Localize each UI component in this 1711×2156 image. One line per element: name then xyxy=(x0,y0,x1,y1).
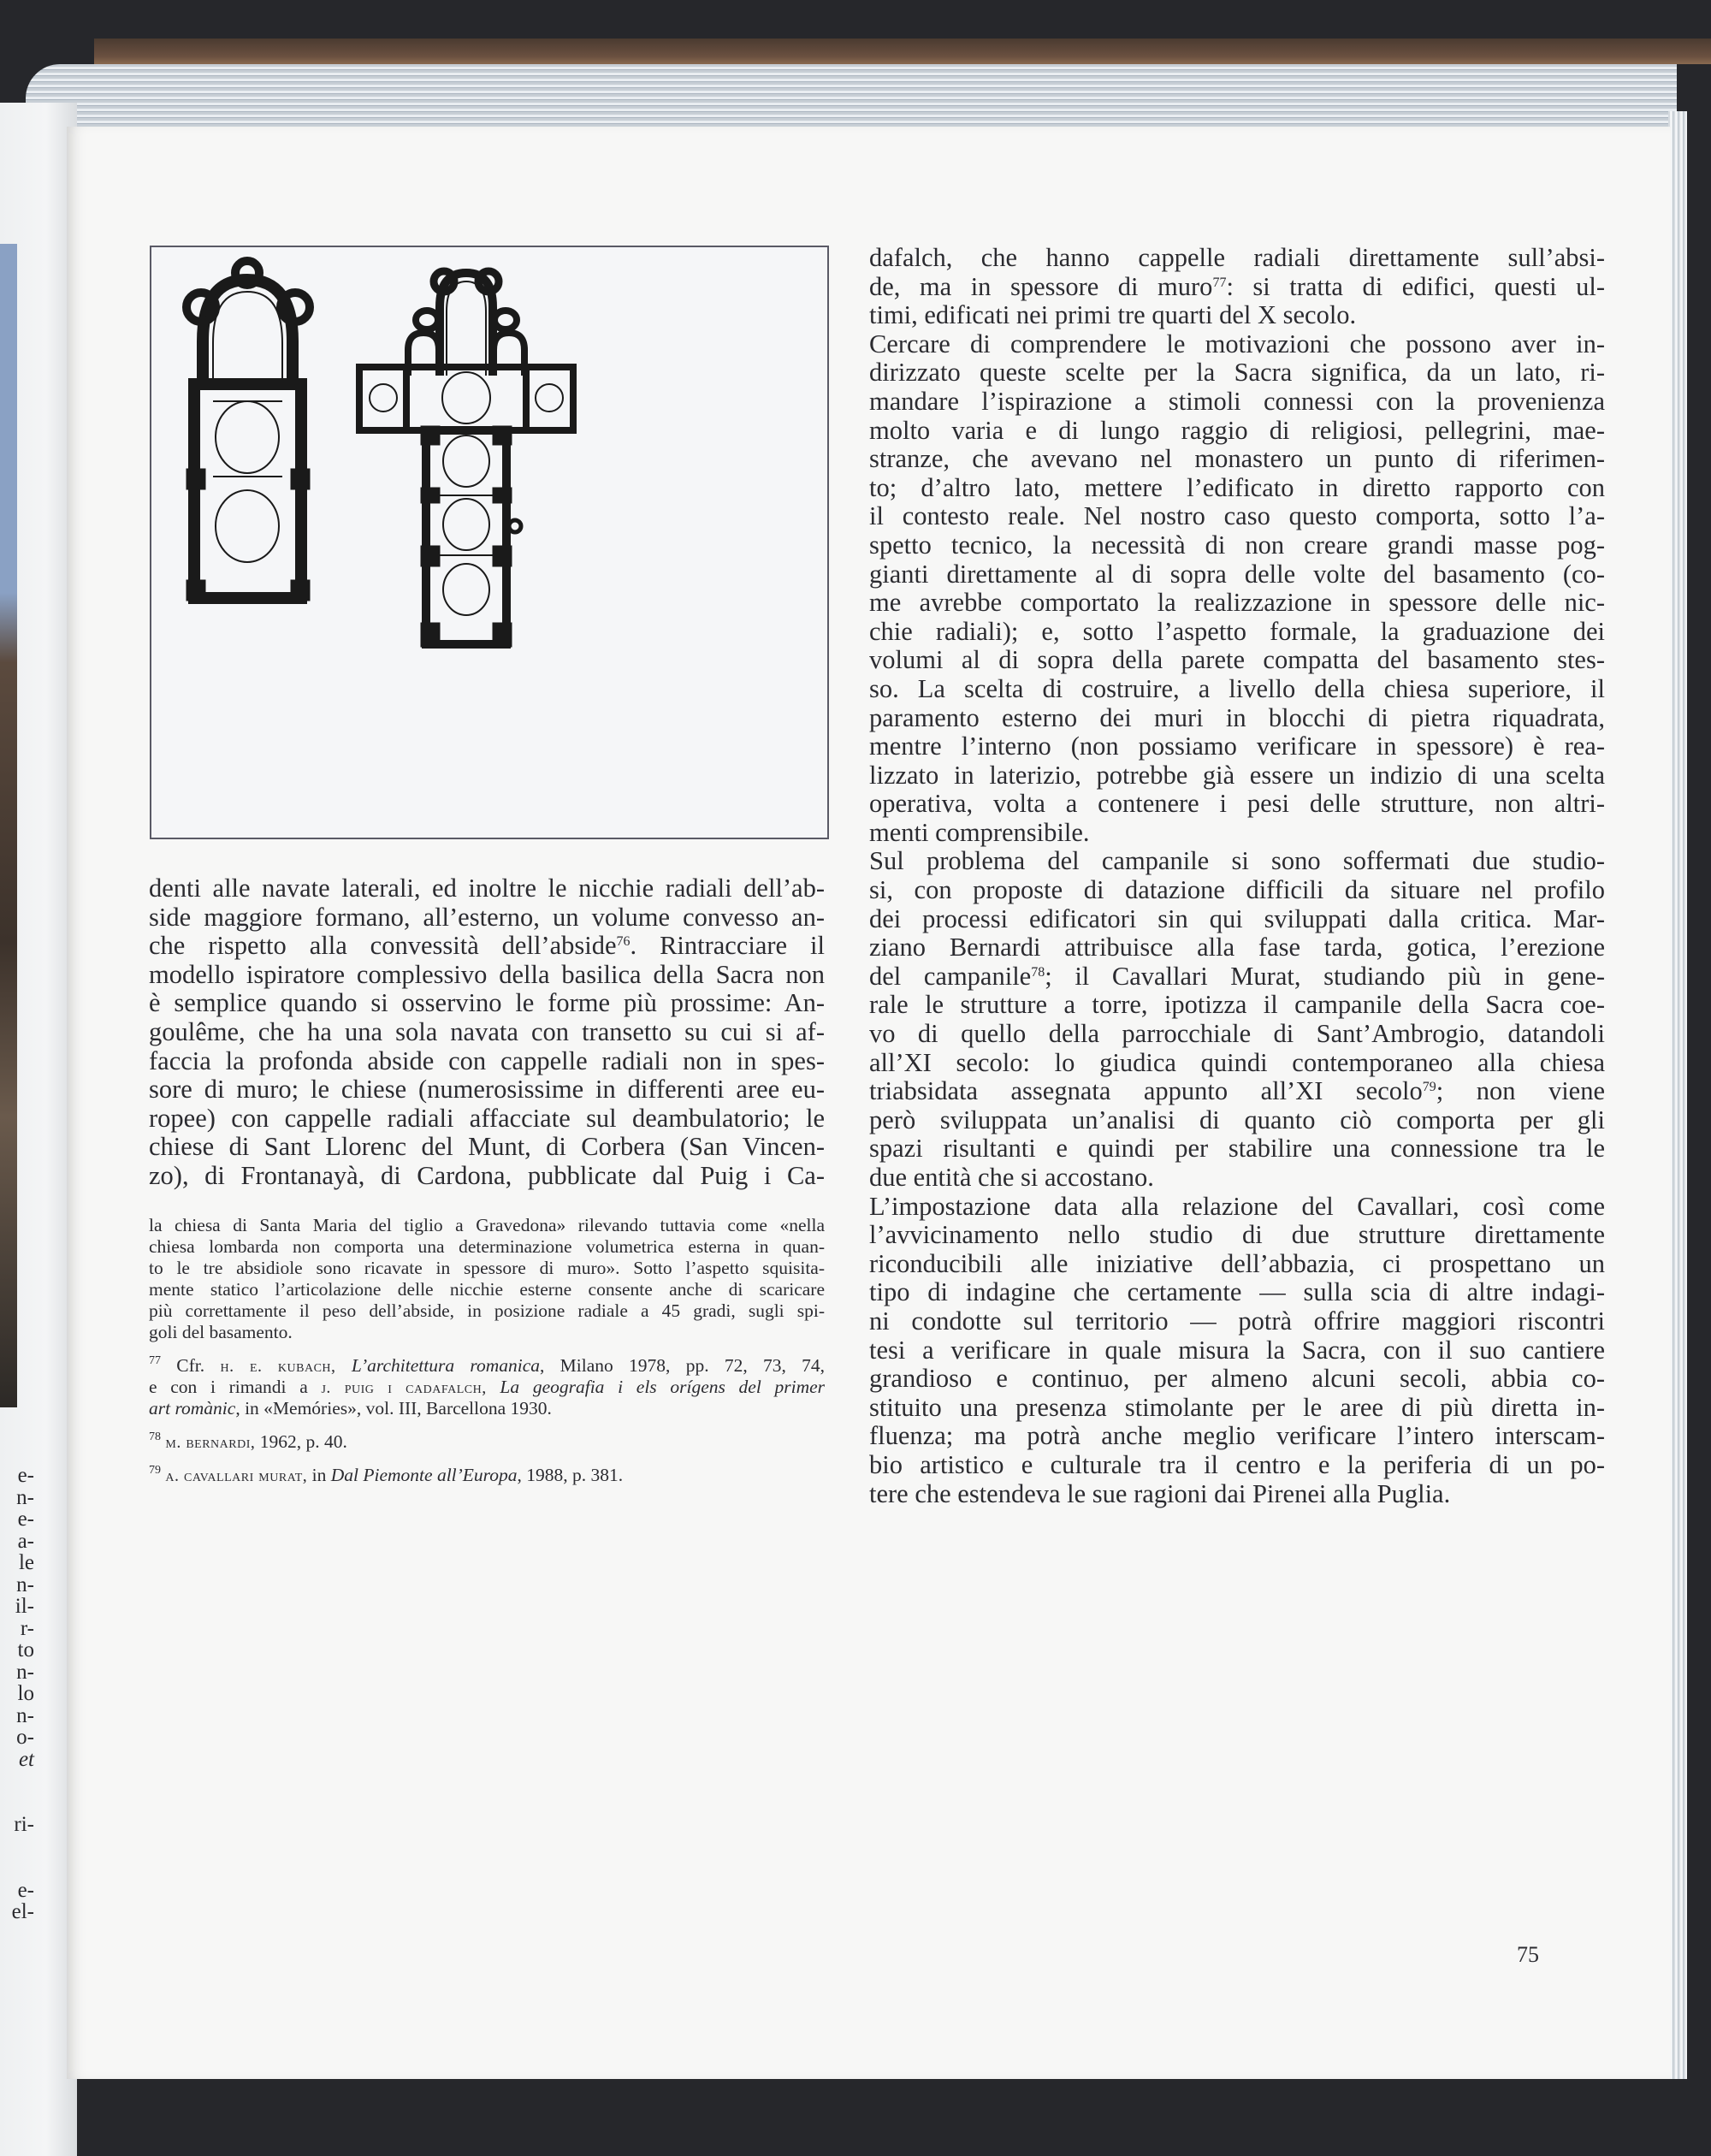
fragment: el- xyxy=(11,1900,34,1923)
footnote-number: 77 xyxy=(149,1354,161,1367)
spacer xyxy=(0,1770,34,1814)
book-title: Dal Piemonte all’Europa xyxy=(330,1465,518,1485)
text-line: mandare l’ispirazione a stimoli connessi con la provenienza xyxy=(869,386,1605,416)
book-title: L’architettura romanica xyxy=(351,1355,540,1376)
text-line: sore di muro; le chiese (numerosissime in differenti aree eu- xyxy=(149,1075,825,1105)
text-line: Cercare di comprendere le motivazioni che possono aver in- xyxy=(869,329,1605,358)
floor-plans-drawing xyxy=(151,247,827,838)
text-span: triabsidata assegnata appunto all’XI secolo xyxy=(869,1076,1423,1106)
text-line: goulême, che ha una sola navata con transetto su cui si af- xyxy=(149,1016,825,1046)
text-line xyxy=(149,932,825,961)
text-span: , Milano 1978, pp. 72, 73, 74, xyxy=(540,1355,826,1376)
text-line: tesi a verificare in quale misura la Sacra, con il suo cantiere xyxy=(869,1335,1605,1365)
text-line: gianti direttamente al di sopra delle volte del basamento (co- xyxy=(869,559,1605,589)
text-line: Sul problema del campanile si sono soffermati due studio- xyxy=(869,846,1605,876)
text-line: ziano Bernardi attribuisce alla fase tarda, gotica, l’erezione xyxy=(869,933,1605,962)
note-line xyxy=(149,1465,825,1486)
text-line: faccia la profonda abside con cappelle radiali non in spes- xyxy=(149,1045,825,1075)
text-line: timi, edificati nei primi tre quarti del X secolo. xyxy=(869,300,1357,330)
text-line: però sviluppata un’analisi di quanto ciò comporta per gli xyxy=(869,1105,1605,1134)
text-line xyxy=(869,1077,1605,1106)
text-span: de, ma in spessore di muro xyxy=(869,271,1213,301)
text-span: ; il Cavallari Murat, studiando più in gene- xyxy=(1045,961,1605,991)
spacer xyxy=(0,1836,34,1880)
fragment: r- xyxy=(20,1616,34,1640)
text-line: mentre l’interno (non possiamo verificare in spessore) è rea- xyxy=(869,732,1605,761)
text-line xyxy=(869,962,1605,992)
footnote-ref-76[interactable]: 76 xyxy=(616,934,631,950)
fragment: n- xyxy=(16,1703,34,1727)
book-title: art romànic xyxy=(149,1398,236,1419)
fragment: e- xyxy=(17,1507,34,1531)
footnote-continued xyxy=(149,1215,825,1343)
fragment: e- xyxy=(17,1464,34,1487)
text-line: tipo di indagine che certamente — sulla scia di altre indagi- xyxy=(869,1277,1605,1307)
text-line: vo di quello della parrocchiale di Sant’Ambrogio, datandoli xyxy=(869,1019,1605,1049)
text-line: paramento esterno dei muri in blocchi di pietra riquadrata, xyxy=(869,702,1605,732)
text-line: so. La scelta di costruire, a livello della chiesa superiore, il xyxy=(869,673,1605,703)
fragment: a- xyxy=(17,1529,34,1553)
fragment: to xyxy=(17,1638,34,1661)
text-line: stituito una presenza stimolante per le aree di più diretta in- xyxy=(869,1392,1605,1422)
text-line: dafalch, che hanno cappelle radiali direttamente sull’absi- xyxy=(869,243,1605,272)
text-line: to; d’altro lato, mettere l’edificato in diretto rapporto con xyxy=(869,472,1605,502)
text-line: spazi risultanti e quindi per stabilire una connessione tra le xyxy=(869,1134,1605,1164)
text-line: chie radiali); e, sotto l’aspetto formale, la graduazione dei xyxy=(869,616,1605,646)
text-line: molto varia e di lungo raggio di religiosi, pellegrini, mae- xyxy=(869,415,1605,445)
text-line: il contesto reale. Nel nostro caso questo comporta, sotto l’a- xyxy=(869,501,1605,531)
text-line: riconducibili alle iniziative dell’abbazia, ci prospettano un xyxy=(869,1248,1605,1278)
left-page-photo-edge xyxy=(0,244,17,1407)
text-span: in xyxy=(307,1465,331,1485)
text-line: all’XI secolo: lo giudica quindi contemporaneo alla chiesa xyxy=(869,1047,1605,1077)
text-line: grandioso e continuo, per almeno alcuni secoli, abbia co- xyxy=(869,1364,1605,1394)
fragment: le xyxy=(18,1551,34,1574)
footnotes xyxy=(149,1215,825,1486)
footnote-ref-79[interactable]: 79 xyxy=(1422,1080,1436,1095)
text-span: : si tratta di edifici, questi ul- xyxy=(1226,271,1605,301)
note-line: la chiesa di Santa Maria del tiglio a Gravedona» rilevando tuttavia come «nella xyxy=(149,1215,825,1235)
book-cover-edge xyxy=(94,38,1711,64)
page-stack-right-edge xyxy=(1668,111,1687,2079)
footnote-ref-77[interactable]: 77 xyxy=(1212,275,1227,290)
fragment: et xyxy=(18,1747,34,1771)
text-line: si, con proposte di datazione difficili da situare nel profilo xyxy=(869,875,1605,905)
fragment: il- xyxy=(15,1595,34,1618)
text-line: ropee) con cappelle radiali affacciate sul deambulatorio; le xyxy=(149,1103,825,1133)
text-line: chiese di Sant Llorenc del Munt, di Corbera (San Vincen- xyxy=(149,1132,825,1162)
text-span: del campanile xyxy=(869,961,1032,991)
note-line xyxy=(149,1355,825,1377)
text-span: , 1988, p. 381. xyxy=(517,1465,624,1485)
text-line: spetto tecnico, la necessità di non creare grandi masse pog- xyxy=(869,530,1605,560)
text-line: operativa, volta a contenere i pesi delle strutture, non altri- xyxy=(869,789,1605,819)
text-line: menti comprensibile. xyxy=(869,817,1090,847)
text-line: me avrebbe comportato la realizzazione in spessore delle nic- xyxy=(869,588,1605,618)
page-stack-top-edge xyxy=(26,64,1677,133)
footnote-number: 78 xyxy=(149,1430,161,1443)
footnote-78 xyxy=(149,1431,825,1453)
text-span: Cfr. xyxy=(176,1355,205,1376)
text-line: bio artistico e culturale tra il centro e la periferia di un po- xyxy=(869,1449,1605,1479)
fragment: lo xyxy=(17,1682,34,1705)
footnote-ref-78[interactable]: 78 xyxy=(1031,964,1045,980)
text-span: e con i rimandi a xyxy=(149,1377,308,1397)
text-line: ni condotte sul territorio — potrà offrire maggiori riscontri xyxy=(869,1306,1605,1336)
text-line: fluenza; ma potrà anche meglio verificare l’intero interscam- xyxy=(869,1421,1605,1451)
right-column-text xyxy=(869,244,1605,1508)
fragment: n- xyxy=(16,1573,34,1596)
fragment: e- xyxy=(17,1878,34,1902)
footnote-number: 79 xyxy=(149,1464,161,1477)
fragment: ri- xyxy=(14,1813,34,1836)
text-line: L’impostazione data alla relazione del Cavallari, così come xyxy=(869,1191,1605,1221)
text-span: . Rintracciare il xyxy=(630,931,825,961)
note-line: mente statico l’articolazione delle nicchie esterne consente anche di scaricare xyxy=(149,1279,825,1300)
text-line: rale le strutture a torre, ipotizza il campanile della Sacra coe- xyxy=(869,990,1605,1020)
text-line xyxy=(869,273,1605,302)
note-line: più correttamente il peso dell’abside, in posizione radiale a 45 gradi, sugli spi- xyxy=(149,1300,825,1321)
text-line: modello ispiratore complessivo della basilica della Sacra non xyxy=(149,959,825,989)
text-line: dirizzato queste scelte per la Sacra significa, da un lato, ri- xyxy=(869,358,1605,388)
note-line: to le tre absidiole sono ricavate in spessore di muro». Sotto l’aspetto squisita- xyxy=(149,1258,825,1278)
author-name: a. cavallari murat, xyxy=(165,1466,308,1485)
note-line: goli del basamento. xyxy=(149,1322,293,1342)
note-line xyxy=(149,1377,825,1398)
text-line: side maggiore formano, all’esterno, un volume convesso an- xyxy=(149,902,825,932)
floor-plans-figure xyxy=(150,246,829,839)
left-page-text-fragments xyxy=(0,1465,34,1923)
fragment: o- xyxy=(16,1726,34,1749)
author-name: h. e. kubach, xyxy=(220,1357,336,1376)
note-line xyxy=(149,1431,825,1453)
cruciform-plan xyxy=(359,271,573,646)
footnote-77 xyxy=(149,1355,825,1419)
book-title: La geografia i els orígens del primer xyxy=(500,1377,826,1397)
text-span: , in «Memóries», vol. III, Barcellona 1930. xyxy=(235,1398,552,1419)
fragment: n- xyxy=(16,1485,34,1509)
text-span: che rispetto alla convessità dell’abside xyxy=(149,931,617,961)
text-line: due entità che si accostano. xyxy=(869,1163,1154,1192)
text-span: ; non viene xyxy=(1436,1076,1605,1106)
text-line: volumi al di sopra della parete compatta del basamento stes- xyxy=(869,645,1605,675)
text-line: dei processi edificatori sin qui sviluppati dalla critica. Mar- xyxy=(869,903,1605,933)
author-name: m. bernardi, xyxy=(165,1433,256,1452)
text-line: lizzato in laterizio, potrebbe già essere un indizio di una scelta xyxy=(869,760,1605,790)
text-span: 1962, p. 40. xyxy=(255,1431,347,1452)
page-number: 75 xyxy=(1517,1942,1539,1967)
left-column-text xyxy=(149,874,825,1191)
single-nave-plan xyxy=(186,261,310,600)
fragment: n- xyxy=(16,1660,34,1684)
note-line xyxy=(149,1398,825,1419)
note-line: chiesa lombarda non comporta una determinazione volumetrica esterna in quan- xyxy=(149,1236,825,1257)
text-line: l’avvicinamento nello studio di due strutture direttamente xyxy=(869,1220,1605,1250)
text-line: zo), di Frontanayà, di Cardona, pubblicate dal Puig i Ca- xyxy=(149,1160,825,1190)
author-name: j. puig i cadafalch, xyxy=(321,1378,487,1397)
text-line: denti alle navate laterali, ed inoltre le nicchie radiali dell’ab- xyxy=(149,874,825,903)
text-line: stranze, che avevano nel monastero un punto di riferimen- xyxy=(869,444,1605,474)
text-line: tere che estendeva le sue ragioni dai Pirenei alla Puglia. xyxy=(869,1478,1451,1508)
footnote-79 xyxy=(149,1465,825,1486)
text-line: è semplice quando si osservino le forme più prossime: An- xyxy=(149,988,825,1018)
